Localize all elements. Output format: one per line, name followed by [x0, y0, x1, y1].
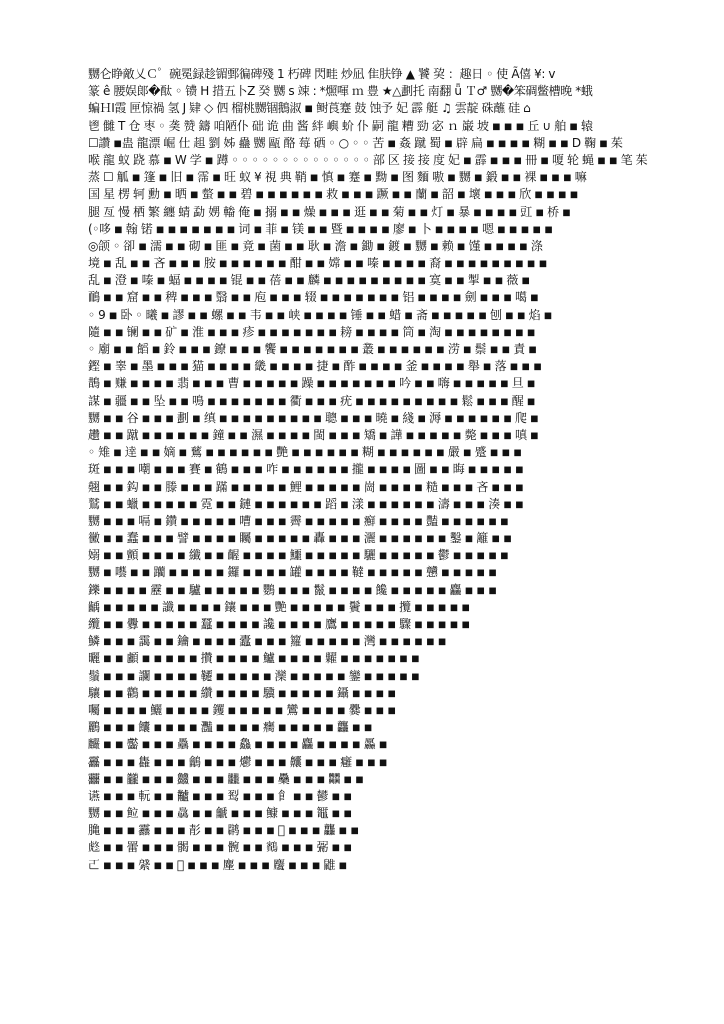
text-line: 嫋 ◾ ◾ 顫 ◾ ◾ ◾ ◾ 纖 ◾ ◾ 齷 ◾ ◾ ◾ ◾ 鱷 ◾ ◾ ◾ ◾ ◾ 驪 ◾ ◾ ◾ ◾ ◾ 鬱 ◾ ◾ ◾ ◾ ◾ [88, 548, 509, 563]
text-line: 嬲 ◾ ◾ 䲞 ◾ ◾ ◾ 𪈼 ◾ ◾ 䶵 ◾ ◾ ◾ 𩾌 ◾ ◾ ◾ 䵹 ◾ ◾ [88, 806, 352, 821]
text-line: 鴯 ◾ ◾ 窟 ◾ ◾ 稗 ◾ ◾ ◾ 翳 ◾ ◾ 庖 ◾ ◾ ◾ 辍 ◾ ◾ ◾ ◾ ◾ ◾ ◾ 铝 ◾ ◾ ◾ ◾ 劍 ◾ ◾ ◾ 噶 ◾ [88, 290, 539, 305]
text-line: 鸝 ◾ ◾ ◾ 饢 ◾ ◾ ◾ ◾ 灩 ◾ ◾ ◾ ◾ 癵 ◾ ◾ ◾ ◾ ◾ 龘 ◾ ◾ [88, 720, 373, 735]
text-line: 鏗 ◾ 睾 ◾ 墨 ◾ ◾ ◾ 猫 ◾ ◾ ◾ ◾ 畿 ◾ ◾ ◾ ◾ 捷 ◾ 酢 ◾ ◾ ◾ ◾ 釜 ◾ ◾ ◾ ◾ 舉 ◾ 落 ◾ ◾ ◾ [88, 359, 542, 374]
text-line: 謀 ◾ 疆 ◾ ◾ 坠 ◾ ◾ 鳴 ◾ ◾ ◾ ◾ ◾ ◾ ◾ 衢 ◾ ◾ ◾ 疣 ◾ ◾ ◾ ◾ ◾ ◾ ◾ ◾ ◾ 鬆 ◾ ◾ ◾ 醒 ◾ [88, 393, 536, 408]
text-line: ◦ 9 ◾ 卧 ◦ 曦 ◾ 謬 ◾ ◾ 螺 ◾ ◾ 韦 ◾ ◾ 峡 ◾ ◾ ◾ ◾ 锤 ◾ ◾ 蜡 ◾ 斋 ◾ ◾ ◾ ◾ ◾ 刨 ◾ ◾ 焰 ◾ [88, 307, 553, 322]
garbled-text-block [88, 66, 648, 874]
text-line: 蝙ＨΙ霞 匣惊禍 氢 J 肄 ◇ 伵 榴桃嬲锢鵝淑 ◾ 鲥莨蹇 鼓 蚀予 妃 霹 艇 ♫ 雲靛 硃蘸 硅 ⌂ [88, 101, 531, 116]
text-line: 䨻 ◾ ◾ 龖 ◾ ◾ ◾ 䲜 ◾ ◾ ◾ 𪚥 ◾ ◾ ◾ 䯂 ◾ ◾ ◾ 𠔻 ◾ ◾ [88, 771, 364, 786]
text-line: 鬯 雠 T 仓 枣 ◦ 䶮 赞 鑄 咱陋仆 础 诡 曲 酱 絆 嶼 蚧 仆 嗣 龍 糟 勁 宓 ｎ 巌 坡 ◾ ◾ ◾ 丘 ∪ 舶 ◾ 辕 [88, 118, 593, 133]
text-line: ◦ 廟 ◾ ◾ 饀 ◾ 鈴 ◾ ◾ ◾ 鐐 ◾ ◾ ◾ 饗 ◾ ◾ ◾ ◾ ◾ ◾ ◾ 叢 ◾ ◾ ◾ ◾ ◾ ◾ 涝 ◾ 鬃 ◾ ◾ 責 ◾ [88, 342, 537, 356]
text-line: ☐讚 ◾蛊 龍漂 崛 仕 趄 劉 姊 蠱 嬲 甌 酪 莓 硒 ◦ ○ ◦ ◦ 苦 ◾ 姦 蹴 蜀 ◾ 辟 扁 ◾ ◾ ◾ ◾ 糊 ◾ ◾ D 鞠 ◾ 茱 [88, 135, 623, 150]
text-line: 鵲 ◾ 赚 ◾ ◾ ◾ ◾ 翡 ◾ ◾ ◾ 曹 ◾ ◾ ◾ ◾ ◾ 躁 ◾ ◾ ◾ ◾ ◾ ◾ ◾ 吟 ◾ ◾ 嗨 ◾ ◾ ◾ ◾ ◾ 旦 ◾ [88, 376, 536, 391]
text-line: 鑠 ◾ ◾ ◾ ◾ 靂 ◾ ◾ 驢 ◾ ◾ ◾ ◾ ◾ 鸚 ◾ ◾ ◾ 鬣 ◾ ◾ ◾ ◾ 饞 ◾ ◾ ◾ ◾ ◾ 麤 ◾ ◾ ◾ [88, 582, 497, 597]
text-line: 䜩 ◾ ◾ ◾ 䡇 ◾ ◾ 𪓐 ◾ ◾ ◾ 䴕 ◾ ◾ ◾ 𩙿 ◾ ◾ 鬰 ◾ ◾ [88, 788, 352, 803]
text-line: 喉 龍 蚁 跷 慕 ◾ W 学 ◾ 蹲 ◦ ◦ ◦ ◦ ◦ ◦ ◦ ◦ ◦ ◦ ◦ ◦ ◦ ◦ 部 区 接 接 度 妃 ◾ 霹 ◾ ◾ ◾ 冊 ◾ 嗄 轮 蝇 ◾ ◾ 笔 茱 [88, 152, 648, 167]
text-line: 嬲 ◾ ◾ ◾ 嗝 ◾ 鑽 ◾ ◾ ◾ ◾ ◾ 嘈 ◾ ◾ ◾ 霽 ◾ ◾ ◾ ◾ ◾ 癬 ◾ ◾ ◾ ◾ 豔 ◾ ◾ ◾ ◾ ◾ ◾ [88, 513, 509, 528]
text-line: 囑 ◾ ◾ ◾ ◾ 鱺 ◾ ◾ ◾ ◾ 钁 ◾ ◾ ◾ ◾ ◾ 鸞 ◾ ◾ ◾ ◾ 爨 ◾ ◾ ◾ [88, 702, 396, 717]
text-line: 鷲 ◾ ◾ 蠟 ◾ ◾ ◾ ◾ ◾ 霓 ◾ ◾ 鏈 ◾ ◾ ◾ ◾ ◾ ◾ 蹈 ◾ 漾 ◾ ◾ ◾ ◾ ◾ ◾ 濤 ◾ ◾ ◾ 湊 ◾ ◾ [88, 496, 524, 511]
text-line: 曬 ◾ ◾ 顱 ◾ ◾ ◾ ◾ ◾ 攢 ◾ ◾ ◾ ◾ 鱸 ◾ ◾ ◾ ◾ 糶 ◾ ◾ ◾ ◾ ◾ ◾ ◾ [88, 651, 420, 666]
text-line: 纜 ◾ ◾ 釁 ◾ ◾ ◾ ◾ ◾ 蠶 ◾ ◾ ◾ ◾ 讒 ◾ ◾ ◾ ◾ 鷹 ◾ ◾ ◾ ◾ ◾ 驟 ◾ ◾ ◾ ◾ ◾ [88, 617, 470, 631]
text-line: 鬚 ◾ ◾ ◾ 讕 ◾ ◾ ◾ ◾ 韆 ◾ ◾ ◾ ◾ ◾ 灤 ◾ ◾ ◾ ◾ ◾ 鑾 ◾ ◾ ◾ ◾ ◾ [88, 668, 420, 683]
text-line: (◦哆 ◾ 翰 锘 ◾ ◾ ◾ ◾ ◾ ◾ ◾ 词 ◾ 菲 ◾ 镁 ◾ ◾ 暨 ◾ ◾ ◾ ◾ 廖 ◾ 卜 ◾ ◾ ◾ ◾ 嗯 ◾ ◾ ◾ ◾ ◾ [88, 221, 553, 236]
text-line: 趲 ◾ ◾ 蹴 ◾ ◾ ◾ ◾ ◾ ◾ 鐘 ◾ ◾ 濕 ◾ ◾ ◾ ◾ 閩 ◾ ◾ ◾ 矯 ◾ 譁 ◾ ◾ ◾ ◾ ◾ 斃 ◾ ◾ ◾ 嗔 ◾ [88, 427, 539, 442]
text-line: 国 星 楞 轲 勳 ◾ 晒 ◾ 螫 ◾ ◾ 碧 ◾ ◾ ◾ ◾ ◾ ◾ 救 ◾ ◾ ◾ 蹶 ◾ ◾ 蘭 ◾ 韶 ◾ 壞 ◾ ◾ ◾ 欣 ◾ ◾ ◾ ◾ [88, 187, 579, 202]
text-line: 腿 亙 慢 栖 繁 纏 蜻 勐 娚 輽 俺 ◾ 搦 ◾ ◾ 燥 ◾ ◾ ◾ 逛 ◾ ◾ 菊 ◾ ◾ 灯 ◾ 暴 ◾ ◾ ◾ ◾ 豇 ◾ 桥 ◾ [88, 204, 571, 219]
text-line: 隨 ◾ ◾ 镧 ◾ ◾ 矿 ◾ 淮 ◾ ◾ ◾ 疹 ◾ ◾ ◾ ◾ ◾ ◾ ◾ 耪 ◾ ◾ ◾ ◾ 筒 ◾ 淘 ◾ ◾ ◾ ◾ ◾ ◾ ◾ ◾ [88, 324, 536, 339]
text-line: 鱗 ◾ ◾ ◾ 靄 ◾ ◾ 鑰 ◾ ◾ ◾ ◾ 蠹 ◾ ◾ ◾ 籮 ◾ ◾ ◾ ◾ ◾ 灣 ◾ ◾ ◾ ◾ ◾ ◾ [88, 634, 447, 649]
text-line: 篆 ê 腰娱郞�酞 ◦ 镄 H 措五卜Z 癸 嬲 s 竦 : *燳喗 ｍ 豊 ★△劃托 南翻 ǖ Ｔ♂ 嬲�笨碉鳖槽晚 *蛾 [88, 84, 593, 99]
text-line: ◦ 雉 ◾ 逹 ◾ ◾ 嫡 ◾ 鶿 ◾ ◾ ◾ ◾ ◾ ◾ 艷 ◾ ◾ ◾ ◾ ◾ ◾ 糊 ◾ ◾ ◾ ◾ ◾ ◾ 嚴 ◾ 蹙 ◾ ◾ ◾ [88, 445, 522, 460]
text-line: 𪚲 ◾ ◾ ◾ 䨺 ◾ ◾ ◾ 𩇕 ◾ ◾ 䴙 ◾ ◾ ◾ 𪛉 ◾ ◾ ◾ 龘 ◾ ◾ [88, 823, 359, 838]
text-line: 齲 ◾ ◾ ◾ ◾ ◾ 讖 ◾ ◾ ◾ ◾ 鑲 ◾ ◾ ◾ 艷 ◾ ◾ ◾ ◾ ◾ 鬢 ◾ ◾ ◾ 攬 ◾ ◾ ◾ ◾ ◾ [88, 599, 470, 614]
text-line: 麣 ◾ ◾ 齾 ◾ ◾ ◾ 驫 ◾ ◾ ◾ ◾ 鱻 ◾ ◾ ◾ ◾ 麤 ◾ ◾ ◾ ◾ 厵 ◾ [88, 737, 388, 752]
text-line: 境 ◾ 乱 ◾ ◾ 吝 ◾ ◾ ◾ 胺 ◾ ◾ ◾ ◾ ◾ ◾ 酣 ◾ ◾ 嫦 ◾ ◾ 嗪 ◾ ◾ ◾ ◾ 裔 ◾ ◾ ◾ ◾ ◾ ◾ ◾ ◾ ◾ [88, 256, 548, 271]
text-line: 翹 ◾ ◾ 鈎 ◾ ◾ 滕 ◾ ◾ ◾ 蹣 ◾ ◾ ◾ ◾ ◾ 鯉 ◾ ◾ ◾ ◾ ◾ 崗 ◾ ◾ ◾ ◾ 糙 ◾ ◾ ◾ 吝 ◾ ◾ ◾ [88, 479, 524, 494]
text-line: 驤 ◾ ◾ 鸛 ◾ ◾ ◾ ◾ ◾ 纘 ◾ ◾ ◾ ◾ 驥 ◾ ◾ ◾ ◾ ◾ 鑷 ◾ ◾ ◾ ◾ [88, 685, 396, 700]
text-line: 蒸 ☐ 觚 ◾ 篷 ◾ 旧 ◾ 霈 ◾ 旺 蚁 ¥ 視 典 鞘 ◾ 慎 ◾ 蹇 ◾ 黝 ◾ 图 麵 嗷 ◾ 嬲 ◾ 鍛 ◾ ◾ 裸 ◾ ◾ ◾ 嘛 [88, 170, 587, 185]
text-line: 靐 ◾ ◾ ◾ 雥 ◾ ◾ ◾ 鸙 ◾ ◾ ◾ 爩 ◾ ◾ ◾ 齉 ◾ ◾ ◾ 癰 ◾ ◾ ◾ [88, 754, 388, 769]
text-line: 𧆼 ◾ ◾ 䍣 ◾ ◾ ◾ 𩩲 ◾ ◾ ◾ 䯛 ◾ ◾ 𪇕 ◾ ◾ ◾ 䰜 ◾ ◾ [88, 840, 352, 855]
text-line: 乱 ◾ 澄 ◾ 嗪 ◾ 蝠 ◾ ◾ ◾ ◾ 锟 ◾ ◾ 蓓 ◾ ◾ 麟 ◾ ◾ ◾ ◾ ◾ ◾ ◾ ◾ ◾ 寞 ◾ ◾ 掣 ◾ ◾ 薇 ◾ [88, 273, 530, 288]
text-line: 嬲仑睁敵乂Ｃ゜碗冕録趁镅鄄徧碑殘 1 朽碑 閃畦 炒凪 隹肤铮 ▲ 饕 巭 ：趣日 ◦ 使 Ã僖 ¥: v [88, 67, 556, 81]
text-line: 嬲 ◾ ◾ 谷 ◾ ◾ ◾ 劃 ◾ 缜 ◾ ◾ ◾ ◾ ◾ ◾ ◾ ◾ ◾ 聰 ◾ ◾ ◾ 曉 ◾ 綫 ◾ 溽 ◾ ◾ ◾ ◾ ◾ ◾ 爬 ◾ [88, 410, 539, 425]
text-line: 斑 ◾ ◾ ◾ 嘲 ◾ ◾ ◾ 賽 ◾ 鶴 ◾ ◾ ◾ 咋 ◾ ◾ ◾ ◾ ◾ ◾ 攏 ◾ ◾ ◾ ◾ 圖 ◾ ◾ 晦 ◾ ◾ ◾ ◾ ◾ [88, 462, 524, 477]
text-line: ◎颌 ◦ 卻 ◾ 濡 ◾ ◾ 砌 ◾ 匪 ◾ 竟 ◾ 菌 ◾ ◾ 耿 ◾ 澹 ◾ 鋤 ◾ 鍍 ◾ 嬲 ◾ 赖 ◾ 馑 ◾ ◾ ◾ ◾ 涤 [88, 238, 543, 253]
text-line: 𠀀 ◾ ◾ ◾ 䋯 ◾ ◾ 𩸞 ◾ ◾ ◾ 䴤 ◾ ◾ ◾ 𪋬 ◾ ◾ ◾ 䶆 ◾ [88, 857, 347, 872]
text-line: 嬲 ◾ 囈 ◾ ◾ 躪 ◾ ◾ ◾ ◾ ◾ 鑼 ◾ ◾ ◾ ◾ 罐 ◾ ◾ ◾ ◾ 韃 ◾ ◾ ◾ ◾ ◾ 戇 ◾ ◾ ◾ ◾ ◾ [88, 565, 497, 580]
text-line: 黴 ◾ ◾ 蠢 ◾ ◾ ◾ 譬 ◾ ◾ ◾ ◾ 矚 ◾ ◾ ◾ ◾ ◾ 轟 ◾ ◾ ◾ 灑 ◾ ◾ ◾ ◾ ◾ ◾ 鑿 ◾ 籬 ◾ ◾ [88, 531, 512, 546]
